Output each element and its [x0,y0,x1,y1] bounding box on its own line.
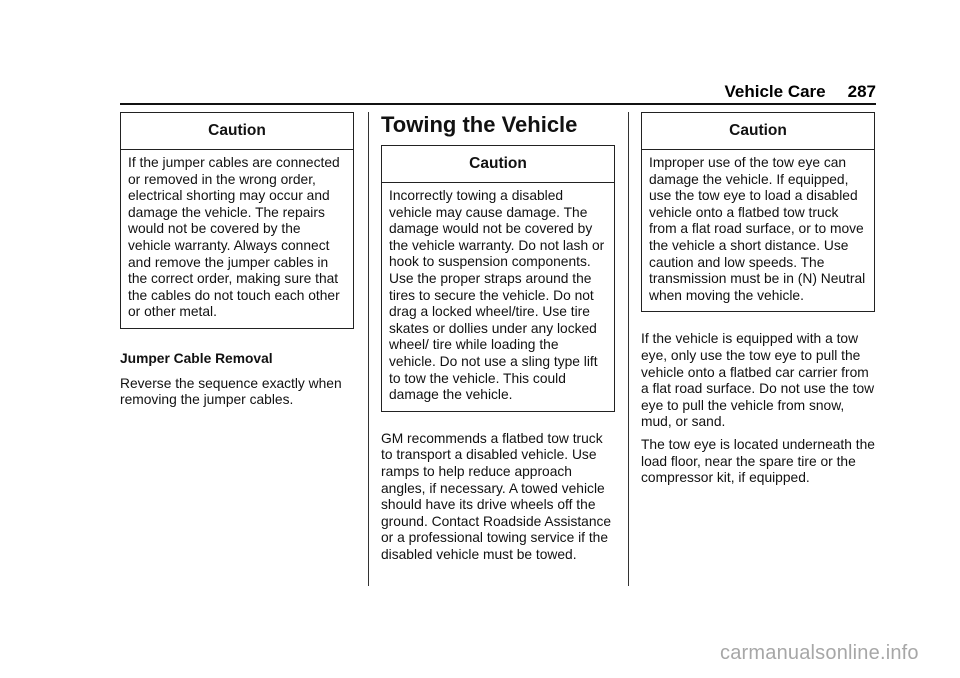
caution-box [120,112,354,329]
caution-text: If the jumper cables are connected or removed in the wrong order, electrical shorting may occur and damage the vehicle. The repairs would not be covered by the vehicle warranty. Always connect and remove the jumper cables in the correct order, making sure that the cables do not touch each other or other metal. [128,155,340,320]
paragraph: Reverse the sequence exactly when removing the jumper cables. [120,375,342,408]
column-middle [381,112,615,563]
caution-text: Improper use of the tow eye can damage the vehicle. If equipped, use the tow eye to load a disabled vehicle onto a flatbed tow truck from a flat road surface, or to move the vehicle a short distance. Use caution and low speeds. The transmission must be in (N) Neutral when moving the vehicle. [649,155,866,303]
watermark: carmanualsonline.info [720,642,919,664]
section-title: Vehicle Care [724,82,826,101]
column-divider [628,112,629,586]
page-number: 287 [847,82,876,101]
caution-text: Incorrectly towing a disabled vehicle may cause damage. The damage would not be covered by the vehicle warranty. Do not lash or hook to suspension components. Use the proper straps around the tires to secure the vehicle. Do not drag a locked wheel/tire. Use tire skates or dollies under any locked wheel/ tire while loading the vehicle. Do not use a sling type lift to tow the vehicle. This could damage the vehicle. [389,188,605,403]
paragraph: GM recommends a flatbed tow truck to transport a disabled vehicle. Use ramps to help reduce approach angles, if necessary. A towed vehicle should have its drive wheels off the ground. Contact Roadside Assistance or a professional towing service if the disabled vehicle must be towed. [381,430,612,562]
column-right [641,112,875,487]
subheading-jumper-cable-removal: Jumper Cable Removal [120,350,273,366]
caution-title: Caution [642,113,874,150]
page-header [120,82,876,102]
caution-box [381,145,615,412]
section-heading: Towing the Vehicle [381,112,578,137]
caution-title: Caution [382,146,614,183]
caution-box [641,112,875,312]
column-divider [368,112,369,586]
header-rule [120,103,876,105]
caution-title: Caution [121,113,353,150]
paragraph: The tow eye is located underneath the load floor, near the spare tire or the compressor kit, if equipped. [641,436,875,486]
paragraph: If the vehicle is equipped with a tow eye, only use the tow eye to pull the vehicle onto a flatbed car carrier from a flat road surface. Do not use the tow eye to pull the vehicle from snow, mud, or sand. [641,331,875,430]
column-left [120,112,354,409]
